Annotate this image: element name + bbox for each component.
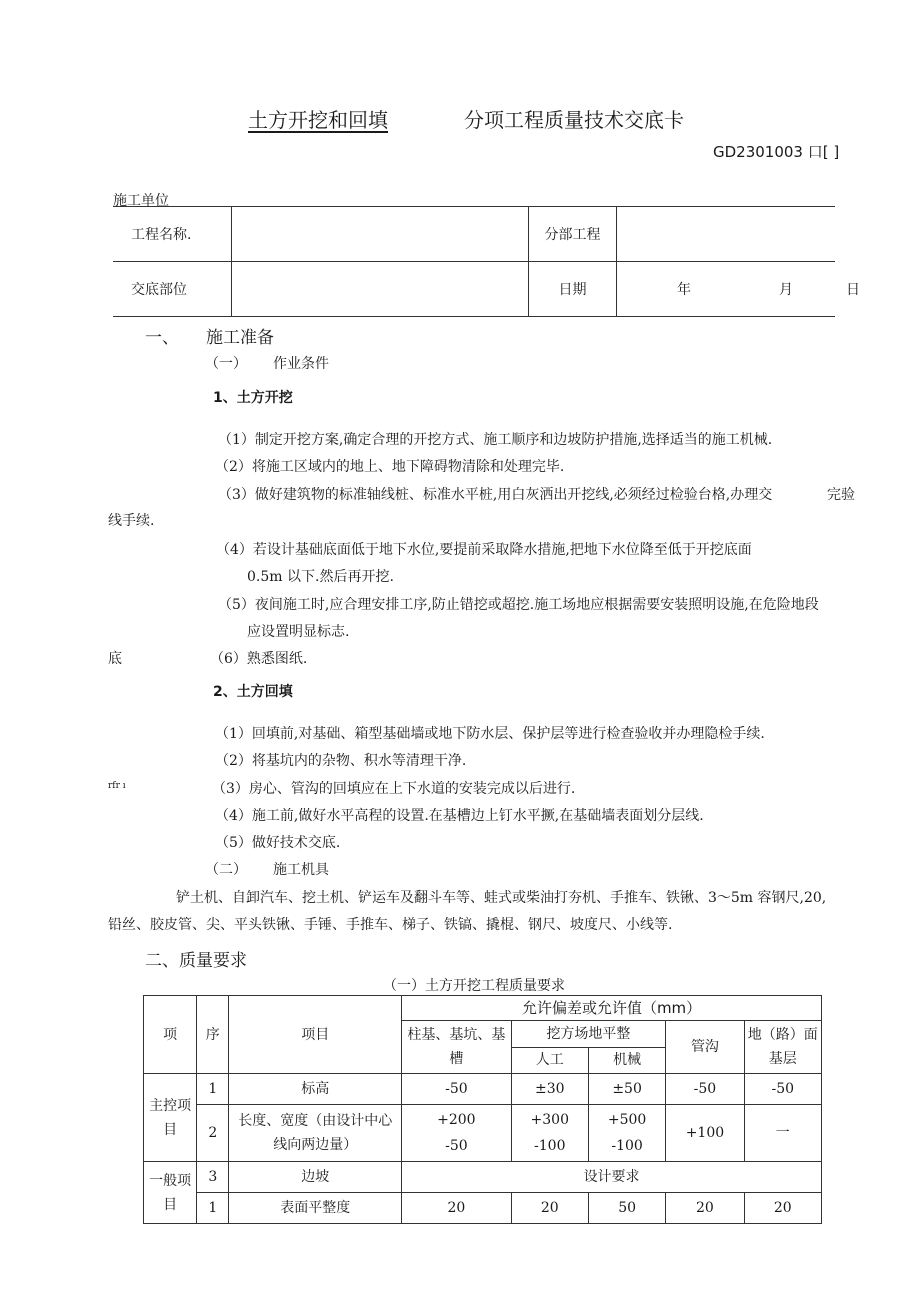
- th-machine: 机械: [588, 1047, 665, 1074]
- row1-pit: -50: [402, 1074, 511, 1105]
- row1-ground: -50: [744, 1074, 821, 1105]
- th-name: 项目: [229, 996, 402, 1074]
- exc-item-5: （5）夜间施工时,应合理安排工序,防止错挖或超挖.施工场地应根据需要安装照明设施,在危险地段: [218, 597, 819, 613]
- main-control-label: 主控项目: [144, 1074, 197, 1162]
- date-value[interactable]: [617, 262, 860, 317]
- th-item: 项: [144, 996, 197, 1074]
- th-level: 挖方场地平整: [511, 1021, 666, 1048]
- back-item-1: （1）回填前,对基础、箱型基础墙或地下防水层、保护层等进行检查验收并办理隐检手续.: [215, 726, 765, 742]
- exc-item-5-cont: 应设置明显标志.: [247, 624, 350, 640]
- row2-name: 长度、宽度（由设计中心线向两边量）: [229, 1105, 402, 1162]
- exc-item-3-cont: 线手续.: [108, 513, 155, 529]
- back-item-5: （5）做好技术交底.: [215, 835, 341, 851]
- exc-item-3: （3）做好建筑物的标准轴线桩、标准水平桩,用白灰洒出开挖线,必须经过检验台格,办理交: [218, 487, 773, 503]
- sub-project-label: 分部工程: [529, 207, 617, 262]
- row1-trench: -50: [666, 1074, 744, 1105]
- row4-pit: 20: [402, 1193, 511, 1224]
- th-seq: 序: [197, 996, 229, 1074]
- info-table: [113, 206, 860, 317]
- th-manual: 人工: [511, 1047, 588, 1074]
- row2-pit: +200 -50: [402, 1105, 511, 1162]
- row3-seq: 3: [197, 1162, 229, 1193]
- section1-heading: 施工准备: [206, 328, 274, 348]
- th-allow: 允许偏差或允许值（mm）: [402, 996, 822, 1021]
- row4-seq: 1: [197, 1193, 229, 1224]
- sub2-num: （二）: [205, 862, 247, 878]
- section1-num: 一、: [145, 328, 179, 348]
- exc-item-2: （2）将施工区域内的地上、地下障碍物清除和处理完毕.: [215, 459, 565, 475]
- row2-ground: 一: [744, 1105, 821, 1162]
- quality-table: [143, 995, 822, 1224]
- row4-manual: 20: [511, 1193, 588, 1224]
- row1-seq: 1: [197, 1074, 229, 1105]
- project-name-label: 工程名称.: [113, 207, 232, 262]
- day-label: 日: [846, 282, 860, 298]
- sub1-num: （一）: [205, 356, 247, 372]
- th-ground: 地（路）面基层: [744, 1021, 821, 1074]
- margin-note-rfr: rfr ı: [108, 781, 126, 791]
- sub2-heading: 施工机具: [273, 862, 329, 878]
- month-label: 月: [779, 282, 793, 298]
- row3-name: 边坡: [229, 1162, 402, 1193]
- table-caption: （一）土方开挖工程质量要求: [383, 978, 565, 994]
- sub1-heading: 作业条件: [273, 356, 329, 372]
- exc-item-1: （1）制定开挖方案,确定合理的开挖方式、施工顺序和边坡防护措施,选择适当的施工机械.: [218, 432, 773, 448]
- row1-manual: ±30: [511, 1074, 588, 1105]
- year-label: 年: [677, 282, 691, 298]
- row4-machine: 50: [588, 1193, 665, 1224]
- row4-name: 表面平整度: [229, 1193, 402, 1224]
- document-subtitle: 分项工程质量技术交底卡: [464, 108, 684, 132]
- row2-seq: 2: [197, 1105, 229, 1162]
- part-value[interactable]: [232, 262, 529, 317]
- exc-item-4-cont: 0.5m 以下.然后再开挖.: [247, 569, 394, 585]
- exc-item-6: （6）熟悉图纸.: [210, 651, 308, 667]
- row1-machine: ±50: [588, 1074, 665, 1105]
- document-title: 土方开挖和回填: [248, 108, 388, 132]
- back-item-4: （4）施工前,做好水平高程的设置.在基槽边上钉水平撅,在基础墙表面划分层线.: [215, 808, 704, 824]
- back-item-2: （2）将基坑内的杂物、积水等清理干净.: [215, 753, 467, 769]
- row4-ground: 20: [744, 1193, 821, 1224]
- th-trench: 管沟: [666, 1021, 744, 1074]
- general-label: 一般项目: [144, 1162, 197, 1224]
- back-item-3: （3）房心、管沟的回填应在上下水道的安装完成以后进行.: [212, 781, 576, 797]
- row2-machine: +500 -100: [588, 1105, 665, 1162]
- row4-trench: 20: [666, 1193, 744, 1224]
- row2-trench: +100: [666, 1105, 744, 1162]
- unit-label: 施工单位: [113, 193, 169, 209]
- part-label: 交底部位: [113, 262, 232, 317]
- exc-item-4: （4）若设计基础底面低于地下水位,要提前采取降水措施,把地下水位降至低于开挖底面: [216, 542, 752, 558]
- tools-line-1: 铲土机、自卸汽车、挖土机、铲运车及翻斗车等、蛙式或柴油打夯机、手推车、铁锹、3～5m 容钢尺,20,: [176, 890, 827, 906]
- date-label: 日期: [529, 262, 617, 317]
- excavation-title: 1、土方开挖: [213, 390, 293, 406]
- row1-name: 标高: [229, 1074, 402, 1105]
- sub-project-value[interactable]: [617, 207, 836, 262]
- row2-manual: +300 -100: [511, 1105, 588, 1162]
- backfill-title: 2、土方回填: [213, 684, 293, 700]
- th-pit: 柱基、基坑、基槽: [402, 1021, 511, 1074]
- tools-line-2: 铅丝、胶皮管、尖、平头铁锹、手锤、手推车、梯子、铁镐、撬棍、钢尺、坡度尺、小线等.: [108, 917, 673, 933]
- section2-heading: 二、质量要求: [145, 951, 247, 971]
- project-name-value[interactable]: [232, 207, 529, 262]
- margin-note-di: 底: [108, 651, 122, 667]
- exc-item-3-tail: 完验: [827, 487, 855, 503]
- document-code: GD2301003 口[ ]: [713, 143, 840, 161]
- row3-span: 设计要求: [402, 1162, 822, 1193]
